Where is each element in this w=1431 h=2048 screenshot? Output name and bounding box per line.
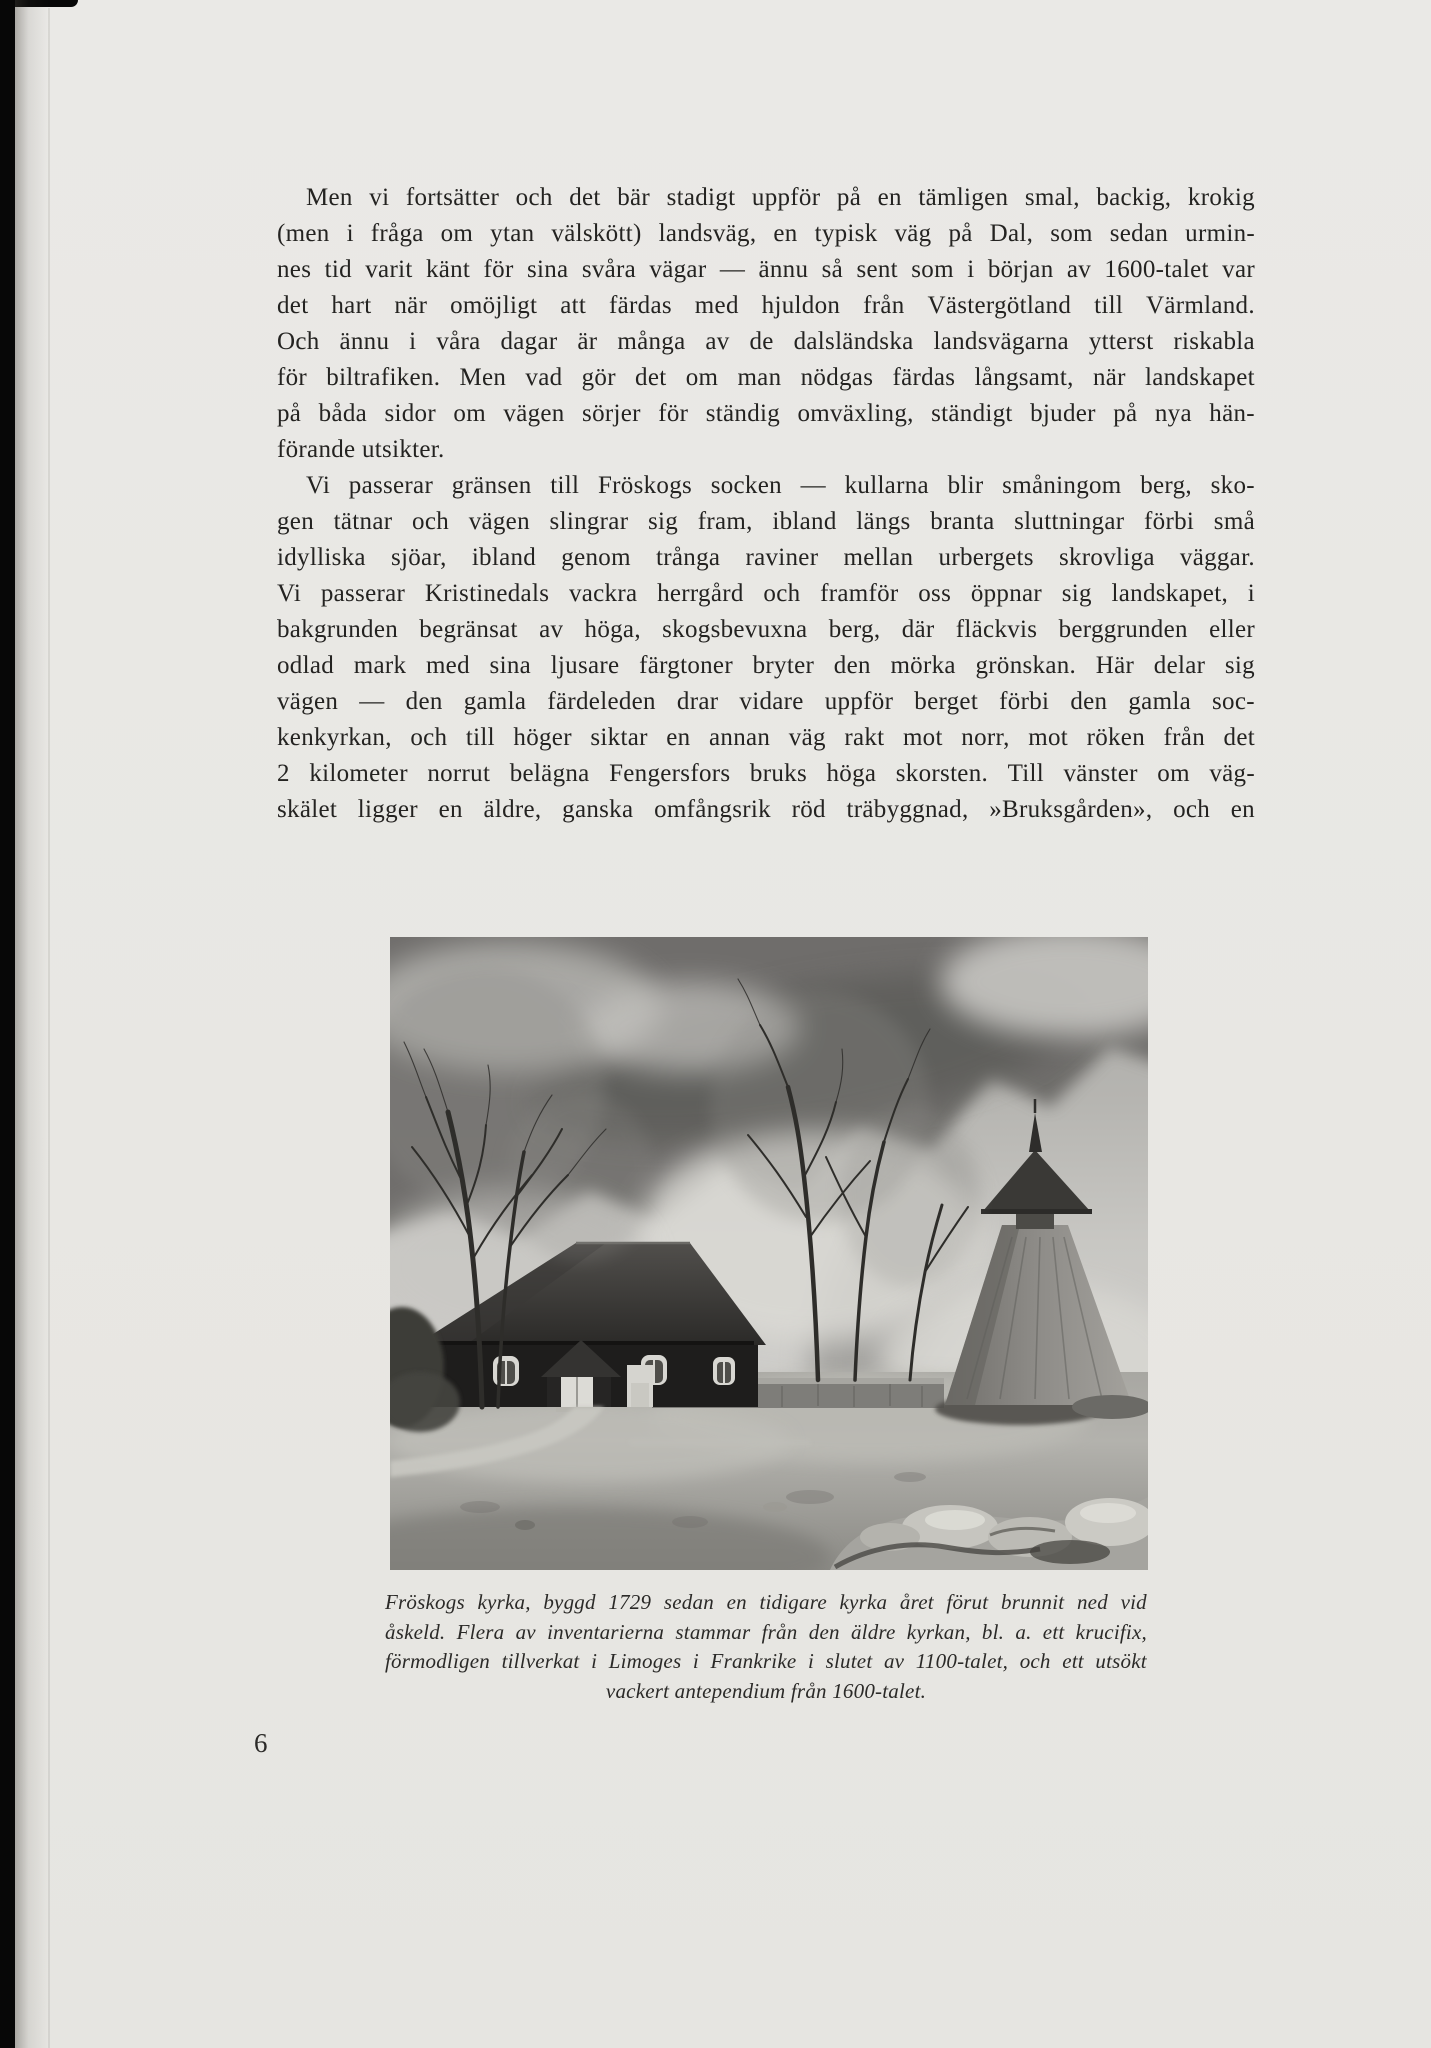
church-photo [390,937,1148,1570]
page-edge-shade [15,0,49,2048]
church-window [493,1356,519,1386]
text-line: Vi passerar Kristinedals vackra herrgård och framför oss öppnar sig landskapet, i [277,580,1255,607]
text-line: för biltrafiken. Men vad gör det om man nödgas färdas långsamt, när landskapet [277,364,1255,391]
page-edge-line [48,8,50,2048]
text-line: förmodligen tillverkat i Limoges i Frankrike i slutet av 1100-talet, och ett utsökt [385,1649,1147,1673]
text-line: Fröskogs kyrka, byggd 1729 sedan en tidigare kyrka året förut brunnit ned vid [385,1590,1147,1614]
text-line: skälet ligger en äldre, ganska omfångsrik röd träbyggnad, »Bruksgården», och en [277,796,1255,823]
church-window [713,1357,735,1385]
text-line: (men i fråga om ytan välskött) landsväg, en typisk väg på Dal, som sedan urmin- [277,220,1255,247]
text-line: Vi passerar gränsen till Fröskogs socken — kullarna blir småningom berg, sko- [306,472,1255,499]
photo-caption [385,1588,1147,1706]
page-number: 6 [254,1728,268,1758]
text-line: gen tätnar och vägen slingrar sig fram, ibland längs branta sluttningar förbi små [277,508,1255,535]
text-line: odlad mark med sina ljusare färgtoner bryter den mörka grönskan. Här delar sig [277,652,1255,679]
text-line: bakgrunden begränsat av höga, skogsbevuxna berg, där fläckvis berggrunden eller [277,616,1255,643]
text-line: 2 kilometer norrut belägna Fengersfors bruks höga skorsten. Till vänster om väg- [277,760,1255,787]
text-line: Och ännu i våra dagar är många av de dalsländska landsvägarna ytterst riskabla [277,328,1255,355]
text-line: kenkyrkan, och till höger siktar en annan väg rakt mot norr, mot röken från det [277,724,1255,751]
text-line: förande utsikter. [277,436,445,463]
church-door [627,1365,653,1407]
text-line: åskeld. Flera av inventarierna stammar från den äldre kyrkan, bl. a. ett krucifix, [385,1619,1147,1644]
text-line: idylliska sjöar, ibland genom trånga raviner mellan urbergets skrovliga väggar. [277,544,1255,571]
text-line: på båda sidor om vägen sörjer för ständig omväxling, ständigt bjuder på nya hän- [277,400,1255,427]
text-line: nes tid varit känt för sina svåra vägar — ännu så sent som i början av 1600-talet var [277,256,1255,283]
church-photo-illustration [390,937,1148,1570]
text-line: vackert antependium från 1600-talet. [605,1678,927,1703]
text-line: vägen — den gamla färdeleden drar vidare uppför berget förbi den gamla soc- [277,688,1255,715]
text-line: Men vi fortsätter och det bär stadigt uppför på en tämligen smal, backig, krokig [306,184,1255,211]
text-line: det hart när omöjligt att färdas med hjuldon från Västergötland till Värmland. [277,292,1255,319]
body-text [277,180,1255,828]
book-spine [0,0,15,2048]
